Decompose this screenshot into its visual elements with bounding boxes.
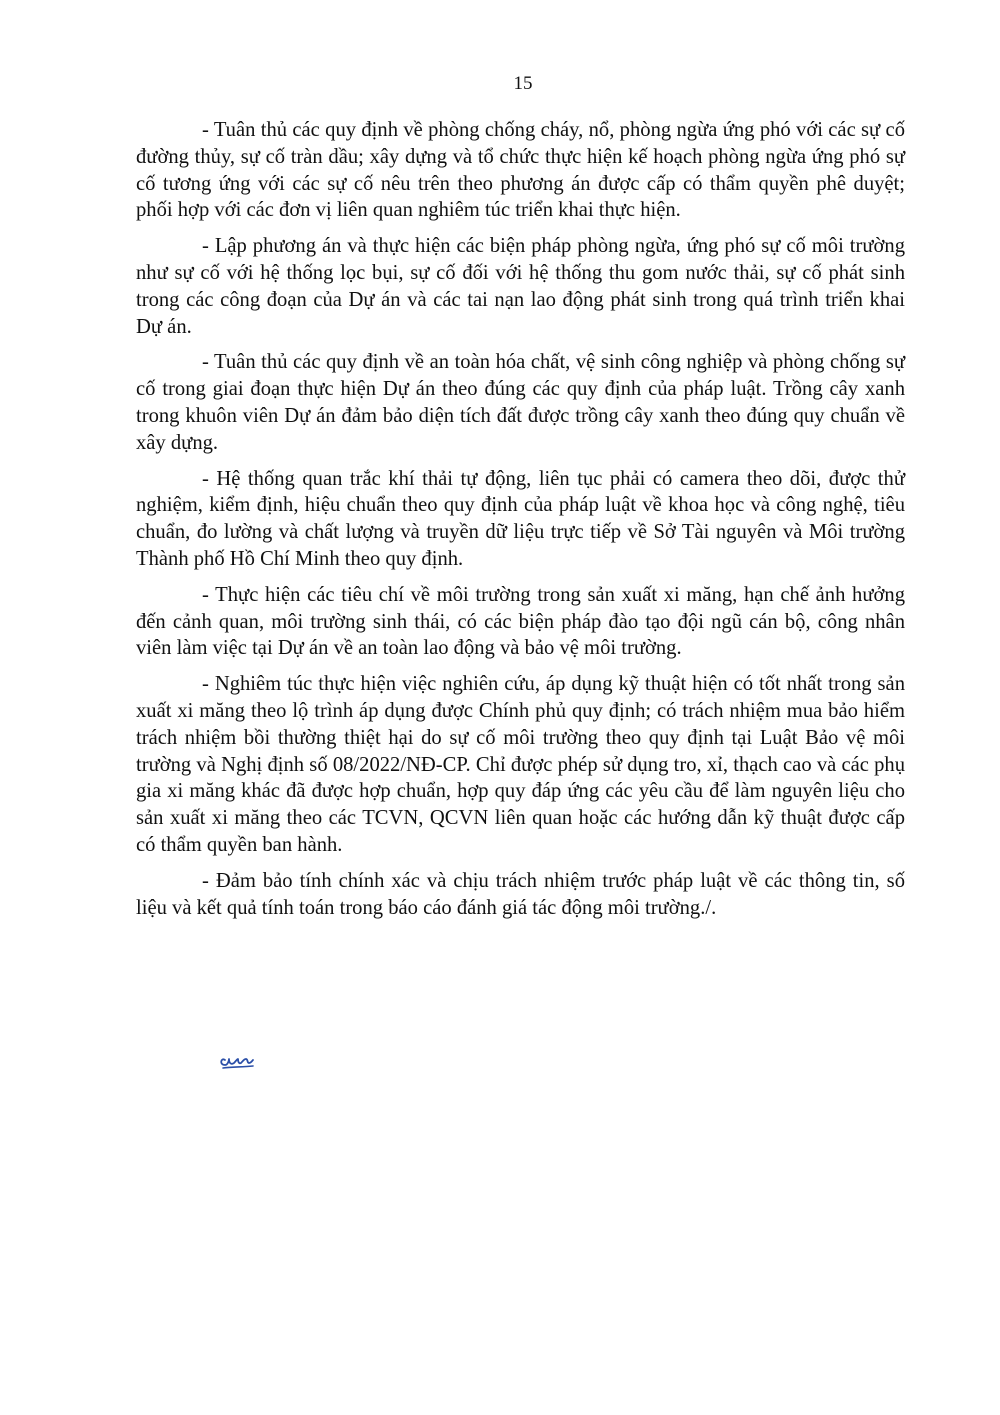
paragraph-chemical-safety: - Tuân thủ các quy định về an toàn hóa chất, vệ sinh công nghiệp và phòng chống sự cố trong giai đoạn thực hiện Dự án theo đúng các quy định của pháp luật. Trồng cây xanh trong khuôn viên Dự án đảm bảo diện tích đất được trồng cây xanh theo đúng quy chuẩn về xây dựng. <box>136 351 905 454</box>
document-body <box>136 117 905 930</box>
paragraph-data-accuracy: - Đảm bảo tính chính xác và chịu trách nhiệm trước pháp luật về các thông tin, số liệu và kết quả tính toán trong báo cáo đánh giá tác động môi trường./. <box>136 869 905 919</box>
handwritten-initials-icon <box>219 1051 259 1073</box>
paragraph-environment-criteria: - Thực hiện các tiêu chí về môi trường trong sản xuất xi măng, hạn chế ảnh hưởng đến cảnh quan, môi trường sinh thái, có các biện pháp đào tạo đội ngũ cán bộ, công nhân viên làm việc tại Dự án về an toàn lao động và bảo vệ môi trường. <box>136 583 905 660</box>
paragraph-incident-plan: - Lập phương án và thực hiện các biện pháp phòng ngừa, ứng phó sự cố môi trường như sự cố với hệ thống lọc bụi, sự cố đối với hệ thống thu gom nước thải, sự cố phát sinh trong các công đoạn của Dự án và các tai nạn lao động phát sinh trong quá trình triển khai Dự án. <box>136 235 905 338</box>
page-number: 15 <box>513 73 533 94</box>
paragraph-emission-monitoring: - Hệ thống quan trắc khí thải tự động, liên tục phải có camera theo dõi, được thử nghiệm, kiểm định, hiệu chuẩn theo quy định của pháp luật về khoa học và công nghệ, tiêu chuẩn, đo lường và chất lượng và truyền dữ liệu trực tiếp về Sở Tài nguyên và Môi trường Thành phố Hồ Chí Minh theo quy định. <box>136 467 905 570</box>
paragraph-best-technology: - Nghiêm túc thực hiện việc nghiên cứu, áp dụng kỹ thuật hiện có tốt nhất trong sản xuất xi măng theo lộ trình áp dụng được Chính phủ quy định; có trách nhiệm mua bảo hiểm trách nhiệm bồi thường thiệt hại do sự cố môi trường theo quy định tại Luật Bảo vệ môi trường và Nghị định số 08/2022/NĐ-CP. Chỉ được phép sử dụng tro, xỉ, thạch cao và các phụ gia xi măng khác đã được hợp chuẩn, hợp quy đáp ứng các yêu cầu để làm nguyên liệu cho sản xuất xi măng theo các TCVN, QCVN liên quan hoặc các hướng dẫn kỹ thuật được cấp có thẩm quyền ban hành. <box>136 673 905 856</box>
paragraph-fire-safety: - Tuân thủ các quy định về phòng chống cháy, nổ, phòng ngừa ứng phó với các sự cố đường thủy, sự cố tràn dầu; xây dựng và tổ chức thực hiện kế hoạch phòng ngừa ứng phó sự cố tương ứng với các sự cố nêu trên theo phương án được cấp có thẩm quyền phê duyệt; phối hợp với các đơn vị liên quan nghiêm túc triển khai thực hiện. <box>136 119 905 222</box>
